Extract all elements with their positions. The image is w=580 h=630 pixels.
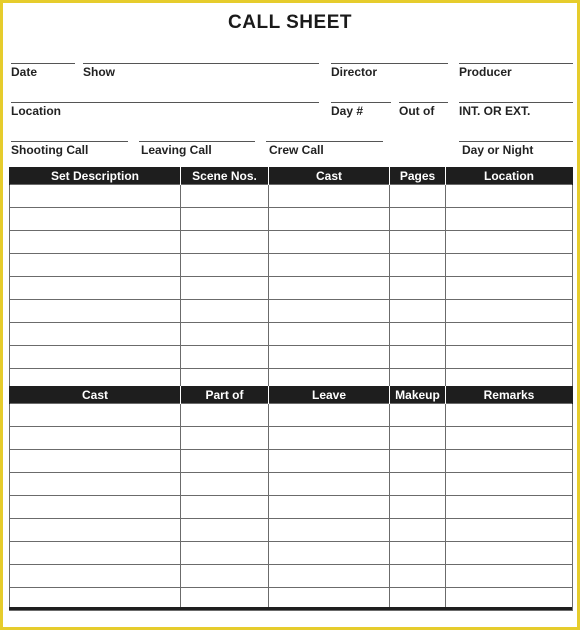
day-num-line [331, 102, 391, 103]
table-cell[interactable] [390, 300, 446, 323]
table-cell[interactable] [10, 277, 181, 300]
day-num-label: Day # [331, 104, 364, 118]
table-cell[interactable] [390, 185, 446, 208]
date-line [11, 63, 75, 64]
out-of-label: Out of [399, 104, 435, 118]
header-set-description: Set Description [10, 167, 181, 185]
table-cell[interactable] [181, 473, 269, 496]
page-title: CALL SHEET [228, 12, 352, 33]
table-row [10, 542, 573, 565]
table-cell[interactable] [10, 231, 181, 254]
table-row [10, 427, 573, 450]
table-cell[interactable] [390, 542, 446, 565]
director-label: Director [331, 65, 378, 79]
location-label: Location [11, 104, 61, 118]
table-cell[interactable] [390, 427, 446, 450]
table-cell[interactable] [390, 254, 446, 277]
table-cell[interactable] [10, 346, 181, 369]
table-row [10, 346, 573, 369]
table-cell[interactable] [181, 185, 269, 208]
header-pages: Pages [390, 167, 446, 185]
table-cell[interactable] [10, 323, 181, 346]
producer-label: Producer [459, 65, 512, 79]
table-cell[interactable] [446, 473, 573, 496]
table-cell[interactable] [10, 185, 181, 208]
cast-table-header [10, 386, 573, 404]
header-cast: Cast [269, 167, 390, 185]
table-cell[interactable] [390, 404, 446, 427]
table-cell[interactable] [446, 404, 573, 427]
producer-line [459, 63, 573, 64]
table-cell[interactable] [446, 231, 573, 254]
table-cell[interactable] [181, 208, 269, 231]
table-cell[interactable] [446, 208, 573, 231]
table-row [10, 185, 573, 208]
table-cell[interactable] [269, 427, 390, 450]
table-cell[interactable] [181, 277, 269, 300]
table-row [10, 323, 573, 346]
table-cell[interactable] [390, 231, 446, 254]
date-label: Date [11, 65, 38, 79]
int-ext-line [459, 102, 573, 103]
table-cell[interactable] [446, 254, 573, 277]
leaving-call-label: Leaving Call [141, 143, 212, 157]
table-row [10, 473, 573, 496]
out-of-line [399, 102, 448, 103]
table-row [10, 496, 573, 519]
table-cell[interactable] [181, 542, 269, 565]
header-makeup: Makeup [390, 386, 446, 404]
table-cell[interactable] [390, 565, 446, 588]
header-location: Location [446, 167, 573, 185]
table-row [10, 208, 573, 231]
table-row [10, 450, 573, 473]
table-cell[interactable] [10, 427, 181, 450]
table-row [10, 404, 573, 427]
shooting-call-line [11, 141, 128, 142]
scene-table-header [10, 167, 573, 185]
show-label: Show [83, 65, 115, 79]
cast-table [9, 386, 573, 611]
director-line [331, 63, 448, 64]
table-cell[interactable] [390, 208, 446, 231]
leaving-call-line [139, 141, 255, 142]
table-cell[interactable] [269, 254, 390, 277]
table-cell[interactable] [181, 427, 269, 450]
table-cell[interactable] [446, 542, 573, 565]
table-cell[interactable] [181, 496, 269, 519]
table-cell[interactable] [446, 427, 573, 450]
table-cell[interactable] [269, 231, 390, 254]
table-cell[interactable] [269, 496, 390, 519]
table-cell[interactable] [181, 231, 269, 254]
table-row [10, 254, 573, 277]
bottom-rule [9, 607, 572, 610]
day-or-night-line [459, 141, 573, 142]
table-row [10, 300, 573, 323]
table-cell[interactable] [390, 346, 446, 369]
table-cell[interactable] [390, 323, 446, 346]
table-row [10, 277, 573, 300]
show-line [83, 63, 319, 64]
table-cell[interactable] [390, 450, 446, 473]
table-cell[interactable] [269, 473, 390, 496]
table-cell[interactable] [446, 450, 573, 473]
table-cell[interactable] [181, 565, 269, 588]
shooting-call-label: Shooting Call [11, 143, 89, 157]
table-cell[interactable] [10, 450, 181, 473]
table-cell[interactable] [446, 185, 573, 208]
table-cell[interactable] [10, 473, 181, 496]
table-cell[interactable] [10, 565, 181, 588]
table-cell[interactable] [269, 542, 390, 565]
table-cell[interactable] [10, 300, 181, 323]
table-row [10, 519, 573, 542]
day-or-night-label: Day or Night [462, 143, 534, 157]
table-cell[interactable] [446, 565, 573, 588]
table-cell[interactable] [269, 346, 390, 369]
table-cell[interactable] [446, 323, 573, 346]
table-cell[interactable] [446, 519, 573, 542]
table-cell[interactable] [390, 519, 446, 542]
table-cell[interactable] [181, 450, 269, 473]
table-cell[interactable] [269, 404, 390, 427]
table-cell[interactable] [10, 254, 181, 277]
table-cell[interactable] [269, 208, 390, 231]
table-cell[interactable] [269, 300, 390, 323]
table-cell[interactable] [269, 277, 390, 300]
location-line [11, 102, 319, 103]
table-cell[interactable] [269, 323, 390, 346]
table-cell[interactable] [181, 519, 269, 542]
table-cell[interactable] [446, 300, 573, 323]
header-part-of: Part of [181, 386, 269, 404]
header-cast-2: Cast [10, 386, 181, 404]
table-cell[interactable] [181, 300, 269, 323]
table-cell[interactable] [181, 346, 269, 369]
table-cell[interactable] [269, 185, 390, 208]
header-scene-nos: Scene Nos. [181, 167, 269, 185]
table-cell[interactable] [390, 496, 446, 519]
table-row [10, 231, 573, 254]
table-cell[interactable] [269, 565, 390, 588]
table-cell[interactable] [10, 208, 181, 231]
table-cell[interactable] [446, 496, 573, 519]
table-cell[interactable] [10, 542, 181, 565]
crew-call-label: Crew Call [269, 143, 324, 157]
table-row [10, 565, 573, 588]
table-cell[interactable] [390, 277, 446, 300]
table-cell[interactable] [446, 277, 573, 300]
table-cell[interactable] [10, 404, 181, 427]
table-cell[interactable] [10, 496, 181, 519]
table-cell[interactable] [446, 346, 573, 369]
table-cell[interactable] [269, 450, 390, 473]
table-cell[interactable] [269, 519, 390, 542]
scene-table [9, 167, 573, 392]
table-cell[interactable] [10, 519, 181, 542]
table-cell[interactable] [181, 404, 269, 427]
header-leave: Leave [269, 386, 390, 404]
table-cell[interactable] [390, 473, 446, 496]
header-remarks: Remarks [446, 386, 573, 404]
table-cell[interactable] [181, 323, 269, 346]
int-ext-label: INT. OR EXT. [459, 104, 531, 118]
table-cell[interactable] [181, 254, 269, 277]
crew-call-line [266, 141, 383, 142]
